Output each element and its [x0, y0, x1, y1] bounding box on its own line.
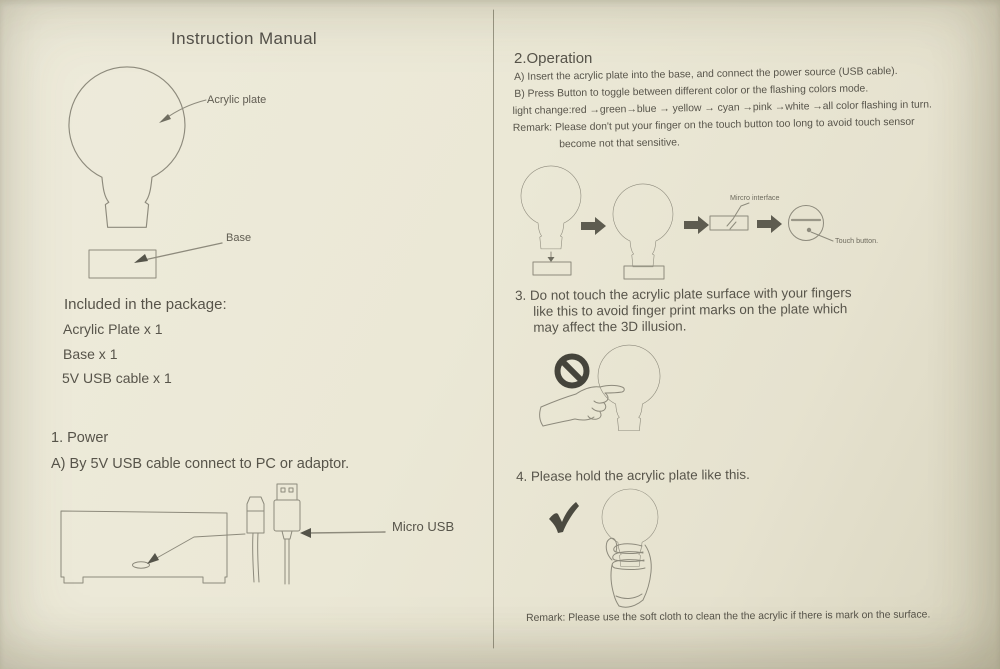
port-arrowhead [147, 553, 159, 564]
section4-heading: 4. Please hold the acrylic plate like this. [516, 466, 750, 484]
base-label: Base [226, 232, 252, 244]
touch-button-label: Touch button. [835, 236, 879, 245]
package-item-1: Acrylic Plate x 1 [63, 321, 163, 337]
section3-line-1: 3. Do not touch the acrylic plate surface with your fingers [515, 285, 852, 303]
package-heading: Included in the package: [64, 296, 227, 313]
no-touch-diagram [540, 345, 660, 431]
port-pointer-line [155, 534, 245, 559]
acrylic-plate-label: Acrylic plate [207, 94, 267, 106]
operation-line-a: A) Insert the acrylic plate into the base, and connect the power source (USB cable). [514, 65, 898, 83]
power-heading: 1. Power [51, 430, 109, 446]
base-arrowhead [134, 254, 148, 263]
usb-power-diagram [61, 484, 385, 584]
base-step2 [624, 266, 664, 279]
micro-interface-diagram [710, 203, 749, 230]
step-arrow-1 [581, 217, 606, 235]
base-step1 [533, 262, 571, 275]
operation-line-b: B) Press Button to toggle between different color or the flashing colors mode. [514, 83, 869, 100]
footer-remark: Remark: Please use the soft cloth to clean the the acrylic if there is mark on the surface. [526, 609, 931, 624]
touch-button-diagram [789, 206, 834, 242]
package-item-2: Base x 1 [63, 346, 118, 362]
checkmark-icon [549, 502, 579, 533]
bulb-step1 [521, 166, 581, 249]
touch-button-leader [811, 232, 833, 241]
page-title: Instruction Manual [171, 29, 318, 48]
operation-heading: 2.Operation [514, 50, 593, 67]
micro-usb-connector [247, 497, 264, 582]
acrylic-plate-arrowhead [159, 114, 171, 123]
section3-line-3: may affect the 3D illusion. [533, 318, 687, 335]
holding-hand [606, 538, 651, 607]
bulb-touched [598, 345, 660, 431]
usb-a-connector [274, 484, 300, 584]
bulb-step2 [613, 184, 673, 267]
operation-light-change: light change:red →green→blue → yellow → cyan →pink →white →all color flashing in turn. [512, 99, 932, 118]
operation-remark-2: become not that sensitive. [559, 137, 680, 151]
micro-usb-arrowhead [300, 528, 311, 538]
step-arrow-2 [684, 216, 709, 234]
operation-remark-1: Remark: Please don't put your finger on the touch button too long to avoid touch sensor [512, 116, 915, 135]
micro-usb-pointer-line [308, 532, 385, 533]
hold-hand-diagram [549, 489, 658, 607]
touching-hand [540, 386, 625, 427]
touch-button-dot [807, 228, 811, 232]
acrylic-plate-bulb-diagram [69, 67, 222, 278]
usb-port [133, 562, 150, 568]
lamp-base-box [61, 511, 227, 583]
assembly-step-diagram [521, 166, 833, 279]
step-arrow-3 [757, 215, 782, 233]
prohibition-icon [558, 357, 587, 386]
micro-interface-label: Mircro interface [730, 193, 780, 202]
power-line-a: A) By 5V USB cable connect to PC or adaptor. [51, 456, 350, 472]
insert-arrowhead [548, 257, 555, 262]
acrylic-plate-leader-line [165, 100, 206, 119]
section3-line-2: like this to avoid finger print marks on the plate which [533, 301, 848, 319]
micro-usb-label: Micro USB [392, 519, 455, 534]
base-rect [89, 250, 156, 278]
package-item-3: 5V USB cable x 1 [62, 370, 172, 386]
